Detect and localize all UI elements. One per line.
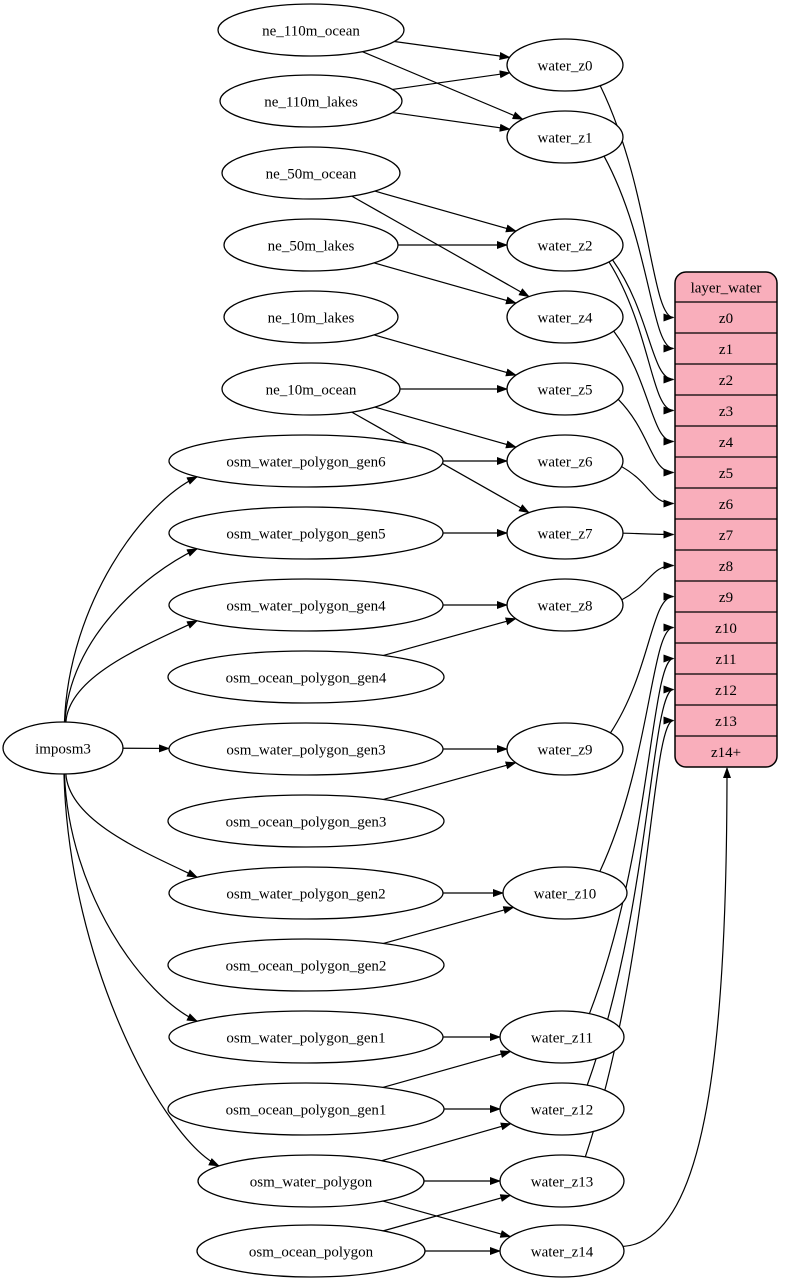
node-ne_10m_lakes [224,291,398,343]
node-water_z13 [500,1155,624,1207]
node-ne_110m_lakes [220,75,402,127]
node-label-imposm3: imposm3 [35,741,91,758]
node-label-osm_ocean_polygon_gen4: osm_ocean_polygon_gen4 [225,670,387,687]
node-osm_water_polygon_gen3 [169,723,443,775]
node-label-osm_water_polygon_gen6: osm_water_polygon_gen6 [226,454,386,471]
node-osm_ocean_polygon_gen1 [168,1083,444,1135]
node-water_z6 [507,435,623,487]
node-label-water_z12: water_z12 [530,1102,594,1119]
node-label-osm_ocean_polygon_gen3: osm_ocean_polygon_gen3 [225,814,387,831]
record-title: layer_water [690,280,762,297]
node-label-water_z1: water_z1 [537,130,593,147]
node-osm_water_polygon_gen6 [169,435,443,487]
record-row-z4: z4 [718,434,734,451]
node-water_z7 [507,507,623,559]
node-osm_water_polygon_gen4 [169,579,443,631]
node-water_z10 [503,867,627,919]
node-water_z5 [507,363,623,415]
node-label-water_z8: water_z8 [537,598,593,615]
node-imposm3 [3,722,123,774]
node-water_z1 [507,111,623,163]
node-water_z9 [507,723,623,775]
record-row-z5: z5 [718,465,734,482]
node-label-osm_water_polygon_gen3: osm_water_polygon_gen3 [226,742,386,759]
record-row-z11: z11 [715,651,737,668]
node-label-water_z9: water_z9 [537,742,593,759]
node-osm_water_polygon_gen2 [169,867,443,919]
record-row-z12: z12 [715,682,737,699]
node-label-osm_ocean_polygon_gen2: osm_ocean_polygon_gen2 [225,958,387,975]
node-water_z4 [507,291,623,343]
node-ne_50m_ocean [222,147,400,199]
node-label-water_z7: water_z7 [537,526,593,543]
node-label-water_z11: water_z11 [531,1030,593,1047]
node-label-water_z10: water_z10 [533,886,597,903]
record-row-z10: z10 [715,620,737,637]
record-row-z8: z8 [718,558,734,575]
node-label-osm_water_polygon_gen5: osm_water_polygon_gen5 [226,526,386,543]
record-row-z2: z2 [718,372,734,389]
node-water_z11 [500,1011,624,1063]
record-row-z13: z13 [715,713,737,730]
node-label-osm_water_polygon: osm_water_polygon [249,1174,373,1191]
node-label-ne_50m_ocean: ne_50m_ocean [265,166,357,183]
node-osm_ocean_polygon_gen2 [168,939,444,991]
node-label-osm_ocean_polygon: osm_ocean_polygon [248,1244,374,1261]
node-osm_water_polygon_gen1 [169,1011,443,1063]
node-label-osm_water_polygon_gen1: osm_water_polygon_gen1 [226,1030,386,1047]
node-water_z8 [507,579,623,631]
record-row-z9: z9 [718,589,734,606]
record-row-z14+: z14+ [710,744,742,761]
node-label-water_z2: water_z2 [537,238,593,255]
record-row-z6: z6 [718,496,734,513]
node-label-ne_10m_ocean: ne_10m_ocean [265,382,357,399]
node-label-water_z5: water_z5 [537,382,593,399]
record-row-z0: z0 [718,310,734,327]
node-ne_110m_ocean [218,4,404,56]
record-row-z3: z3 [718,403,734,420]
node-label-water_z14: water_z14 [530,1244,594,1261]
node-label-ne_10m_lakes: ne_10m_lakes [267,310,355,327]
node-label-osm_water_polygon_gen4: osm_water_polygon_gen4 [226,598,386,615]
node-osm_ocean_polygon_gen4 [168,651,444,703]
node-label-water_z4: water_z4 [537,310,593,327]
record-row-z1: z1 [718,341,734,358]
node-label-water_z13: water_z13 [530,1174,594,1191]
node-label-osm_water_polygon_gen2: osm_water_polygon_gen2 [226,886,386,903]
node-osm_water_polygon_gen5 [169,507,443,559]
node-label-ne_110m_lakes: ne_110m_lakes [264,94,358,111]
node-osm_water_polygon [198,1155,424,1207]
node-label-osm_ocean_polygon_gen1: osm_ocean_polygon_gen1 [225,1102,387,1119]
node-label-ne_110m_ocean: ne_110m_ocean [262,23,360,40]
node-ne_10m_ocean [222,363,400,415]
node-label-water_z6: water_z6 [537,454,593,471]
node-label-ne_50m_lakes: ne_50m_lakes [267,238,355,255]
node-water_z14 [500,1225,624,1277]
node-ne_50m_lakes [224,219,398,271]
record-row-z7: z7 [718,527,734,544]
record-layer_water [675,272,777,767]
node-water_z2 [507,219,623,271]
node-water_z12 [500,1083,624,1135]
node-water_z0 [507,39,623,91]
node-osm_ocean_polygon [197,1225,425,1277]
node-label-water_z0: water_z0 [537,58,593,75]
node-osm_ocean_polygon_gen3 [168,795,444,847]
